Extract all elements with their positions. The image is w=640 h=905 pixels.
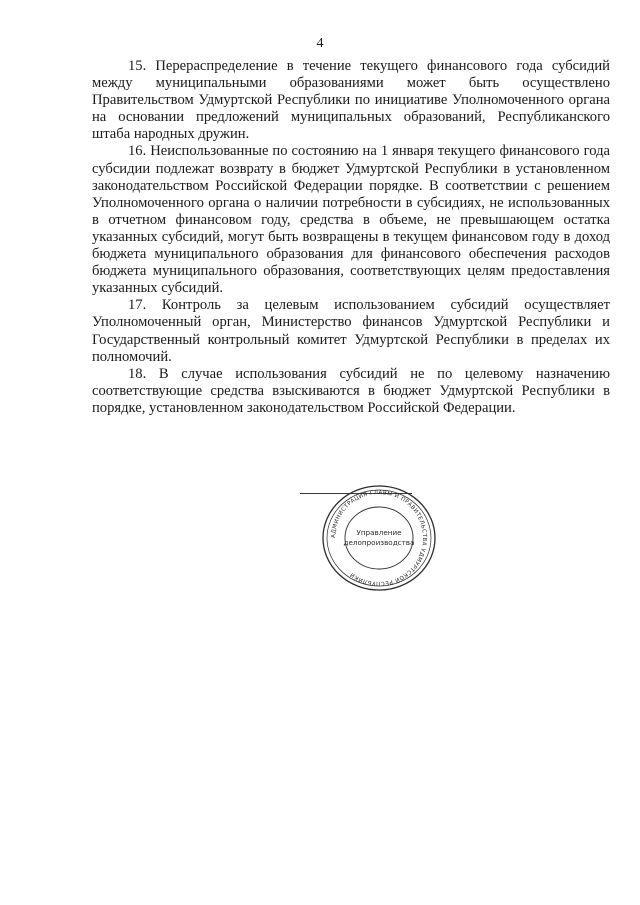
paragraph-18: 18. В случае использования субсидий не по целевому назначению соответствующие средства взыскиваются в бюджет Удмуртской Республики в порядке, установленном законодательством Российской Федерации. — [92, 365, 610, 416]
official-seal — [312, 484, 446, 592]
seal-center-line1: Управление — [356, 528, 402, 537]
page-number: 4 — [316, 36, 324, 51]
seal-ring-text: АДМИНИСТРАЦИЯ ГЛАВЫ И ПРАВИТЕЛЬСТВА УДМУРТСКОЙ РЕСПУБЛИКИ — [330, 489, 428, 587]
paragraph-15: 15. Перераспределение в течение текущего финансового года субсидий между муниципальными образованиями может быть осуществлено Правительством Удмуртской Республики по инициативе Уполномоченного органа на основании предложений муниципальных образований, Республиканского штаба народных дружин. — [92, 58, 610, 143]
seal-center-line2: делопроизводства — [343, 538, 415, 547]
paragraph-17: 17. Контроль за целевым использованием субсидий осуществляет Уполномоченный орган, Министерство финансов Удмуртской Республики и Государственный контрольный комитет Удмуртской Республики в пределах их полномочий. — [92, 297, 610, 365]
document-body — [92, 58, 610, 417]
paragraph-16: 16. Неиспользованные по состоянию на 1 января текущего финансового года субсидии подлежат возврату в бюджет Удмуртской Республики в установленном законодательством Российской Федерации порядке. В соответствии с решением Уполномоченного органа о наличии потребности в субсидиях, не использованных в отчетном финансовом году, средства в объеме, не превышающем остатка указанных субсидий, могут быть возвращены в текущем финансовом году в доход бюджета муниципального образования для финансового обеспечения расходов бюджета муниципального образования, соответствующих целям предоставления указанных субсидий. — [92, 143, 610, 297]
